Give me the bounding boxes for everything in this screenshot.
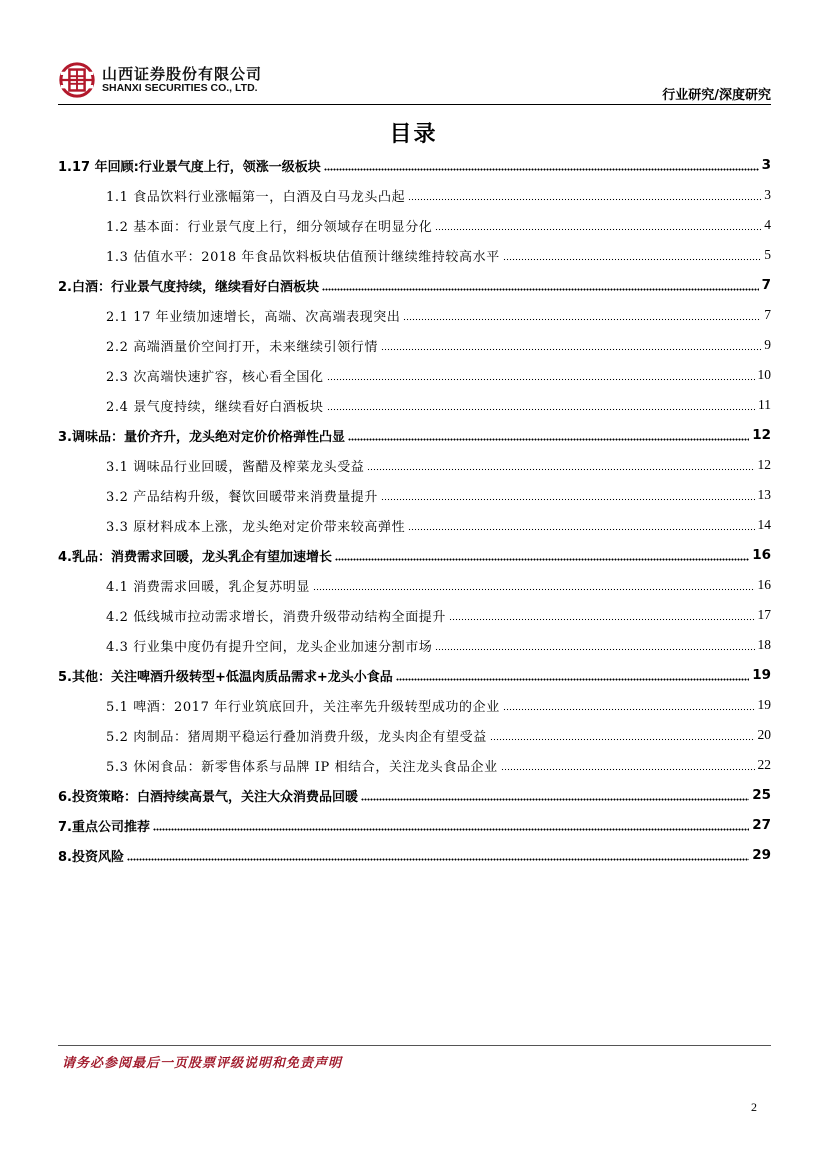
- toc-entry-section[interactable]: [58, 750, 771, 780]
- toc-dot-leader: [327, 408, 755, 411]
- toc-dot-leader: [408, 528, 754, 531]
- toc-dot-leader: [361, 798, 749, 801]
- toc-dot-leader: [435, 648, 754, 651]
- toc-entry-label: 3.调味品：量价齐升，龙头绝对定价价格弹性凸显: [58, 429, 345, 445]
- toc-entry-section[interactable]: [58, 480, 771, 510]
- toc-dot-leader: [381, 348, 761, 351]
- toc-entry-page: 7: [764, 307, 771, 322]
- toc-entry-page: 3: [764, 187, 771, 202]
- toc-entry-section[interactable]: [58, 180, 771, 210]
- toc-entry-page: 14: [757, 517, 771, 532]
- toc-entry-section[interactable]: [58, 330, 771, 360]
- toc-dot-leader: [503, 258, 761, 261]
- toc-entry-page: 7: [761, 277, 771, 293]
- toc-entry-page: 29: [752, 847, 771, 863]
- toc-entry-page: 12: [752, 427, 771, 443]
- toc-entry-label: 3.3 原材料成本上涨，龙头绝对定价带来较高弹性: [106, 519, 406, 535]
- toc-entry-label: 5.1 啤酒：2017 年行业筑底回升，关注率先升级转型成功的企业: [106, 699, 500, 715]
- toc-entry-label: 2.1 17 年业绩加速增长，高端、次高端表现突出: [106, 309, 401, 325]
- toc-entry-section[interactable]: [58, 600, 771, 630]
- toc-entry-label: 1.1 食品饮料行业涨幅第一，白酒及白马龙头凸起: [106, 189, 406, 205]
- toc-dot-leader: [367, 468, 754, 471]
- toc-entry-page: 19: [752, 667, 771, 683]
- toc-entry-section[interactable]: [58, 300, 771, 330]
- toc-entry-section[interactable]: [58, 510, 771, 540]
- toc-dot-leader: [396, 678, 749, 681]
- toc-entry-label: 4.1 消费需求回暖，乳企复苏明显: [106, 579, 311, 595]
- toc-entry-page: 22: [757, 757, 771, 772]
- toc-entry-section[interactable]: [58, 210, 771, 240]
- toc-dot-leader: [408, 198, 761, 201]
- toc-entry-chapter[interactable]: [58, 420, 771, 450]
- toc-entry-page: 9: [764, 337, 771, 352]
- toc-entry-label: 4.3 行业集中度仍有提升空间，龙头企业加速分割市场: [106, 639, 433, 655]
- toc-entry-label: 5.2 肉制品：猪周期平稳运行叠加消费升级，龙头肉企有望受益: [106, 729, 487, 745]
- toc-entry-chapter[interactable]: [58, 810, 771, 840]
- toc-entry-page: 16: [752, 547, 771, 563]
- toc-dot-leader: [324, 168, 759, 171]
- toc-entry-page: 20: [757, 727, 771, 742]
- toc-entry-section[interactable]: [58, 630, 771, 660]
- toc-entry-page: 11: [758, 397, 771, 412]
- toc-entry-page: 18: [757, 637, 771, 652]
- table-of-contents: [58, 150, 771, 870]
- toc-entry-chapter[interactable]: [58, 780, 771, 810]
- toc-entry-label: 1.17 年回顾:行业景气度上行，领涨一级板块: [58, 159, 321, 175]
- toc-entry-page: 17: [757, 607, 771, 622]
- toc-entry-label: 1.2 基本面：行业景气度上行，细分领域存在明显分化: [106, 219, 433, 235]
- disclaimer-text: 请务必参阅最后一页股票评级说明和免责声明: [62, 1056, 343, 1071]
- toc-entry-page: 3: [761, 157, 771, 173]
- toc-dot-leader: [381, 498, 754, 501]
- toc-entry-label: 6.投资策略：白酒持续高景气，关注大众消费品回暖: [58, 789, 358, 805]
- toc-entry-label: 2.4 景气度持续，继续看好白酒板块: [106, 399, 324, 415]
- toc-entry-section[interactable]: [58, 360, 771, 390]
- report-type-label: 行业研究/深度研究: [662, 88, 771, 103]
- toc-entry-page: 13: [757, 487, 771, 502]
- toc-entry-page: 25: [752, 787, 771, 803]
- company-name-en: SHANXI SECURITIES CO., LTD.: [102, 82, 258, 94]
- toc-entry-label: 5.3 休闲食品：新零售体系与品牌 IP 相结合，关注龙头食品企业: [106, 759, 498, 775]
- company-name-cn: 山西证券股份有限公司: [102, 65, 263, 83]
- toc-entry-label: 3.2 产品结构升级，餐饮回暖带来消费量提升: [106, 489, 379, 505]
- toc-entry-label: 2.白酒：行业景气度持续，继续看好白酒板块: [58, 279, 319, 295]
- toc-title: 目录: [389, 122, 438, 147]
- toc-dot-leader: [153, 828, 749, 831]
- toc-entry-page: 12: [757, 457, 771, 472]
- toc-dot-leader: [348, 438, 749, 441]
- header-divider: [58, 104, 771, 105]
- toc-dot-leader: [127, 858, 749, 861]
- toc-entry-section[interactable]: [58, 690, 771, 720]
- toc-dot-leader: [490, 738, 755, 741]
- toc-entry-section[interactable]: [58, 240, 771, 270]
- toc-entry-label: 4.乳品：消费需求回暖，龙头乳企有望加速增长: [58, 549, 332, 565]
- toc-entry-chapter[interactable]: [58, 540, 771, 570]
- shanxi-securities-logo-icon: [58, 61, 96, 99]
- toc-entry-label: 8.投资风险: [58, 849, 124, 865]
- page-number: 2: [751, 1100, 757, 1114]
- footer-divider: [58, 1045, 771, 1046]
- toc-entry-page: 10: [757, 367, 771, 382]
- toc-dot-leader: [501, 768, 755, 771]
- toc-dot-leader: [449, 618, 754, 621]
- toc-entry-page: 19: [757, 697, 771, 712]
- toc-entry-section[interactable]: [58, 390, 771, 420]
- toc-entry-chapter[interactable]: [58, 270, 771, 300]
- toc-entry-chapter[interactable]: [58, 150, 771, 180]
- toc-entry-page: 5: [764, 247, 771, 262]
- toc-dot-leader: [322, 288, 759, 291]
- toc-entry-section[interactable]: [58, 450, 771, 480]
- toc-dot-leader: [335, 558, 749, 561]
- toc-entry-label: 3.1 调味品行业回暖，酱醋及榨菜龙头受益: [106, 459, 365, 475]
- toc-entry-section[interactable]: [58, 720, 771, 750]
- toc-dot-leader: [503, 708, 755, 711]
- toc-entry-page: 27: [752, 817, 771, 833]
- toc-entry-label: 2.3 次高端快速扩容，核心看全国化: [106, 369, 324, 385]
- toc-dot-leader: [313, 588, 754, 591]
- toc-entry-label: 4.2 低线城市拉动需求增长，消费升级带动结构全面提升: [106, 609, 447, 625]
- page-header: [58, 60, 771, 104]
- toc-entry-label: 2.2 高端酒量价空间打开，未来继续引领行情: [106, 339, 379, 355]
- toc-dot-leader: [327, 378, 755, 381]
- toc-entry-page: 4: [764, 217, 771, 232]
- toc-entry-page: 16: [757, 577, 771, 592]
- toc-entry-chapter[interactable]: [58, 840, 771, 870]
- toc-entry-section[interactable]: [58, 570, 771, 600]
- toc-dot-leader: [435, 228, 761, 231]
- toc-entry-label: 7.重点公司推荐: [58, 819, 150, 835]
- toc-entry-label: 1.3 估值水平：2018 年食品饮料板块估值预计继续维持较高水平: [106, 249, 500, 265]
- toc-entry-chapter[interactable]: [58, 660, 771, 690]
- toc-dot-leader: [403, 318, 761, 321]
- toc-entry-label: 5.其他：关注啤酒升级转型+低温肉质品需求+龙头小食品: [58, 669, 393, 685]
